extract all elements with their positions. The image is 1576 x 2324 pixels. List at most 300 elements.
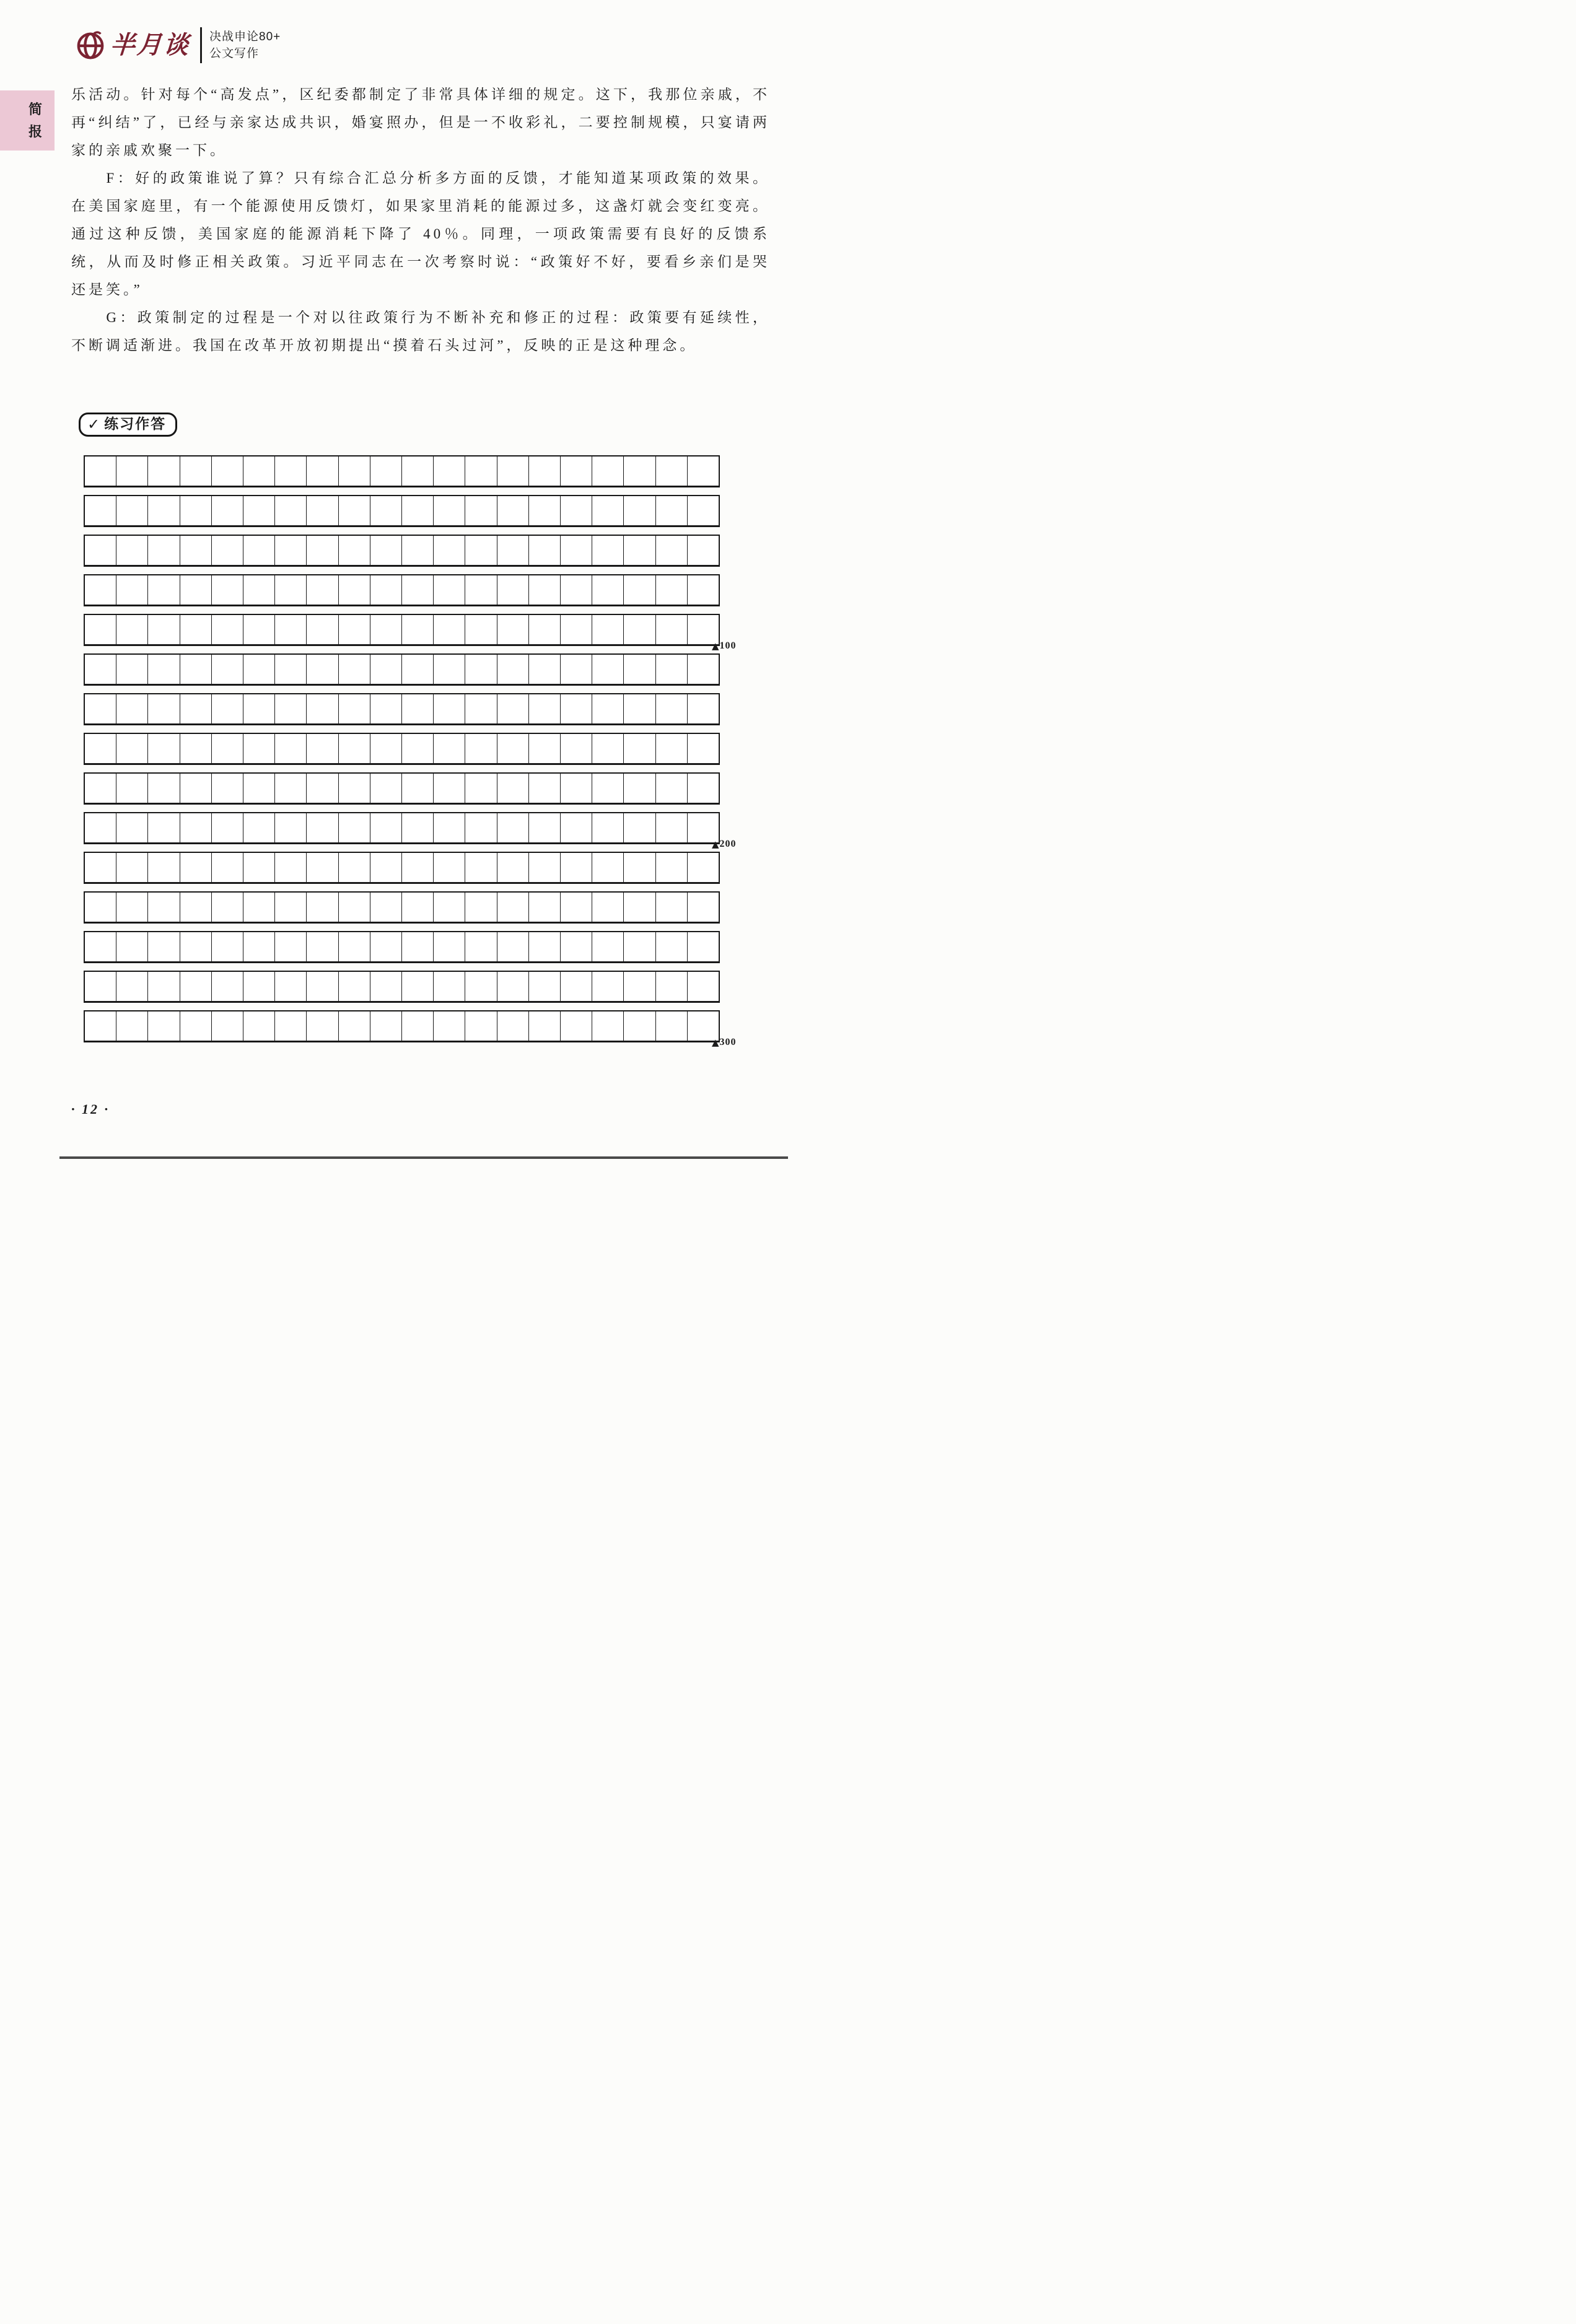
grid-cell — [116, 1011, 148, 1041]
grid-cell — [497, 734, 529, 763]
grid-cell — [465, 496, 497, 525]
grid-cell — [148, 1011, 180, 1041]
grid-cell — [592, 813, 624, 842]
grid-cell — [243, 774, 275, 803]
grid-cell — [624, 774, 655, 803]
grid-cell — [592, 536, 624, 565]
grid-cell — [592, 456, 624, 486]
grid-cell — [529, 694, 561, 723]
grid-cell — [592, 655, 624, 684]
grid-cell — [465, 734, 497, 763]
body-text — [71, 81, 770, 359]
grid-cell — [529, 1011, 561, 1041]
grid-cell — [465, 932, 497, 961]
grid-cell — [339, 496, 370, 525]
grid-cell — [85, 853, 116, 882]
grid-row — [84, 574, 720, 606]
grid-cell — [529, 813, 561, 842]
grid-cell — [339, 655, 370, 684]
body-paragraph: F：好的政策谁说了算？只有综合汇总分析多方面的反馈，才能知道某项政策的效果。在美国家庭里，有一个能源使用反馈灯，如果家里消耗的能源过多，这盏灯就会变红变亮。通过这种反馈，美国家庭的能源消耗下降了 40％。同理，一项政策需要有良好的反馈系统，从而及时修正相关政策。习近平同志在一次考察时说：“政策好不好，要看乡亲们是哭还是笑。” — [71, 170, 770, 297]
grid-cell — [243, 694, 275, 723]
grid-cell — [180, 575, 212, 605]
grid-cell — [85, 813, 116, 842]
grid-cell — [116, 536, 148, 565]
body-paragraph: 乐活动。针对每个“高发点”，区纪委都制定了非常具体详细的规定。这下，我那位亲戚，不再“纠结”了，已经与亲家达成共识，婚宴照办，但是一不收彩礼，二要控制规模，只宴请两家的亲戚欢聚一下。 — [71, 87, 770, 158]
grid-cell — [180, 615, 212, 644]
grid-cell — [180, 655, 212, 684]
grid-cell — [402, 734, 434, 763]
grid-cell — [275, 932, 307, 961]
grid-cell — [434, 774, 465, 803]
grid-cell — [402, 813, 434, 842]
grid-cell — [592, 932, 624, 961]
grid-cell — [116, 893, 148, 922]
grid-cell — [180, 853, 212, 882]
grid-cell — [370, 615, 402, 644]
grid-cell — [148, 972, 180, 1001]
grid-cell — [85, 496, 116, 525]
grid-cell — [561, 853, 592, 882]
grid-cell — [402, 932, 434, 961]
grid-cell — [148, 932, 180, 961]
grid-cell — [465, 536, 497, 565]
grid-cell — [370, 456, 402, 486]
practice-badge-label: 练习作答 — [104, 416, 167, 432]
grid-cell — [656, 1011, 688, 1041]
grid-cell — [592, 853, 624, 882]
grid-cell — [148, 734, 180, 763]
grid-cell — [529, 615, 561, 644]
grid-cell — [402, 536, 434, 565]
grid-cell — [212, 932, 243, 961]
grid-cell — [307, 774, 338, 803]
grid-cell — [402, 456, 434, 486]
grid-cell — [688, 734, 719, 763]
grid-row — [84, 812, 720, 844]
grid-cell — [656, 734, 688, 763]
grid-cell — [402, 853, 434, 882]
grid-cell — [434, 893, 465, 922]
grid-cell — [85, 972, 116, 1001]
grid-cell — [592, 774, 624, 803]
grid-cell — [243, 853, 275, 882]
grid-cell — [370, 932, 402, 961]
grid-cell — [434, 496, 465, 525]
grid-cell — [688, 536, 719, 565]
grid-cell — [85, 575, 116, 605]
grid-cell — [339, 734, 370, 763]
grid-cell — [85, 456, 116, 486]
grid-cell — [243, 813, 275, 842]
grid-cell — [465, 972, 497, 1001]
grid-cell — [465, 615, 497, 644]
grid-cell — [402, 575, 434, 605]
grid-cell — [688, 893, 719, 922]
grid-cell — [561, 813, 592, 842]
grid-cell — [243, 536, 275, 565]
grid-cell — [497, 536, 529, 565]
grid-cell — [307, 1011, 338, 1041]
grid-cell — [180, 734, 212, 763]
chapter-side-tab — [0, 90, 55, 151]
grid-cell — [592, 575, 624, 605]
grid-cell — [85, 893, 116, 922]
grid-cell — [212, 893, 243, 922]
grid-cell — [85, 655, 116, 684]
grid-cell — [434, 813, 465, 842]
grid-cell — [656, 655, 688, 684]
grid-cell — [434, 615, 465, 644]
grid-cell — [339, 813, 370, 842]
grid-cell — [307, 575, 338, 605]
grid-cell — [180, 893, 212, 922]
grid-cell — [307, 813, 338, 842]
grid-cell — [561, 575, 592, 605]
grid-cell — [624, 853, 655, 882]
grid-cell — [307, 694, 338, 723]
grid-cell — [307, 734, 338, 763]
grid-cell — [688, 853, 719, 882]
grid-cell — [275, 774, 307, 803]
grid-cell — [370, 813, 402, 842]
grid-row — [84, 535, 720, 567]
grid-cell — [624, 536, 655, 565]
page-header — [76, 27, 281, 63]
triangle-up-icon: ▲ — [712, 1036, 719, 1048]
grid-cell — [212, 536, 243, 565]
grid-cell — [434, 972, 465, 1001]
grid-cell — [529, 853, 561, 882]
grid-cell — [307, 536, 338, 565]
grid-cell — [180, 496, 212, 525]
grid-cell — [339, 1011, 370, 1041]
grid-cell — [561, 655, 592, 684]
grid-cell — [465, 456, 497, 486]
grid-cell — [370, 972, 402, 1001]
grid-cell — [402, 774, 434, 803]
grid-cell — [275, 1011, 307, 1041]
grid-cell — [243, 1011, 275, 1041]
grid-cell — [402, 615, 434, 644]
grid-cell — [148, 615, 180, 644]
grid-cell — [465, 1011, 497, 1041]
grid-cell — [624, 1011, 655, 1041]
grid-cell — [307, 496, 338, 525]
page-number: · 12 · — [71, 1101, 110, 1117]
globe-logo-icon — [76, 30, 105, 60]
grid-cell — [85, 1011, 116, 1041]
grid-cell — [656, 536, 688, 565]
grid-cell — [148, 813, 180, 842]
grid-cell — [529, 456, 561, 486]
grid-cell — [180, 456, 212, 486]
grid-cell — [148, 655, 180, 684]
grid-cell — [688, 575, 719, 605]
grid-cell — [116, 575, 148, 605]
grid-cell — [148, 496, 180, 525]
grid-row — [84, 495, 720, 527]
grid-cell — [529, 536, 561, 565]
grid-cell — [370, 694, 402, 723]
grid-cell — [275, 496, 307, 525]
grid-cell — [116, 694, 148, 723]
grid-cell — [529, 575, 561, 605]
grid-cell — [529, 655, 561, 684]
grid-cell — [148, 694, 180, 723]
grid-cell — [307, 655, 338, 684]
grid-row — [84, 891, 720, 924]
grid-cell — [434, 575, 465, 605]
grid-cell — [497, 496, 529, 525]
grid-cell — [339, 853, 370, 882]
grid-cell — [465, 893, 497, 922]
grid-cell — [275, 853, 307, 882]
grid-cell — [529, 496, 561, 525]
grid-cell — [116, 813, 148, 842]
grid-cell — [688, 932, 719, 961]
grid-row — [84, 653, 720, 686]
grid-cell — [148, 893, 180, 922]
grid-cell — [180, 536, 212, 565]
grid-cell — [529, 932, 561, 961]
grid-cell — [497, 813, 529, 842]
grid-cell — [497, 456, 529, 486]
grid-cell — [561, 694, 592, 723]
grid-cell — [212, 853, 243, 882]
grid-cell — [212, 655, 243, 684]
grid-cell — [275, 734, 307, 763]
char-count-marker — [712, 640, 737, 652]
grid-cell — [275, 694, 307, 723]
grid-cell — [592, 972, 624, 1001]
grid-cell — [465, 853, 497, 882]
grid-cell — [180, 972, 212, 1001]
grid-cell — [85, 536, 116, 565]
grid-cell — [212, 694, 243, 723]
grid-cell — [370, 655, 402, 684]
grid-row — [84, 772, 720, 805]
answer-grid — [84, 455, 737, 1050]
grid-cell — [307, 456, 338, 486]
grid-cell — [497, 853, 529, 882]
grid-cell — [370, 536, 402, 565]
grid-cell — [497, 615, 529, 644]
grid-cell — [624, 972, 655, 1001]
grid-cell — [561, 456, 592, 486]
grid-cell — [85, 734, 116, 763]
grid-cell — [116, 734, 148, 763]
grid-cell — [529, 972, 561, 1001]
grid-cell — [497, 774, 529, 803]
practice-answer-badge — [79, 413, 177, 437]
grid-cell — [243, 972, 275, 1001]
brand-name: 半月谈 — [109, 32, 191, 59]
grid-row — [84, 733, 720, 765]
grid-cell — [307, 615, 338, 644]
grid-cell — [465, 813, 497, 842]
grid-cell — [116, 774, 148, 803]
grid-cell — [243, 655, 275, 684]
grid-cell — [561, 972, 592, 1001]
grid-cell — [148, 456, 180, 486]
grid-cell — [402, 972, 434, 1001]
grid-cell — [561, 1011, 592, 1041]
marker-count-label: 200 — [719, 839, 737, 849]
grid-row — [84, 852, 720, 884]
grid-cell — [275, 813, 307, 842]
grid-cell — [370, 496, 402, 525]
grid-cell — [180, 932, 212, 961]
grid-cell — [148, 774, 180, 803]
grid-cell — [275, 575, 307, 605]
grid-row — [84, 931, 720, 963]
grid-cell — [339, 774, 370, 803]
grid-cell — [339, 456, 370, 486]
grid-cell — [434, 694, 465, 723]
grid-cell — [592, 1011, 624, 1041]
grid-cell — [116, 456, 148, 486]
grid-cell — [212, 615, 243, 644]
grid-cell — [561, 734, 592, 763]
grid-cell — [656, 813, 688, 842]
grid-cell — [624, 456, 655, 486]
grid-cell — [592, 734, 624, 763]
grid-cell — [561, 615, 592, 644]
grid-cell — [465, 655, 497, 684]
grid-cell — [656, 496, 688, 525]
grid-cell — [243, 456, 275, 486]
grid-cell — [212, 972, 243, 1001]
grid-cell — [688, 655, 719, 684]
grid-cell — [339, 893, 370, 922]
grid-cell — [370, 575, 402, 605]
grid-cell — [180, 774, 212, 803]
grid-cell — [656, 575, 688, 605]
grid-cell — [497, 655, 529, 684]
grid-cell — [243, 496, 275, 525]
grid-cell — [85, 694, 116, 723]
grid-cell — [212, 734, 243, 763]
grid-row — [84, 1010, 720, 1042]
grid-cell — [434, 853, 465, 882]
grid-cell — [656, 694, 688, 723]
header-divider — [200, 27, 202, 63]
grid-cell — [339, 536, 370, 565]
grid-cell — [180, 813, 212, 842]
page-bottom-edge — [59, 1156, 788, 1159]
grid-cell — [497, 1011, 529, 1041]
grid-cell — [529, 734, 561, 763]
marker-count-label: 300 — [719, 1037, 737, 1047]
grid-cell — [656, 853, 688, 882]
grid-cell — [624, 496, 655, 525]
grid-cell — [465, 694, 497, 723]
grid-cell — [243, 615, 275, 644]
grid-cell — [339, 615, 370, 644]
grid-cell — [243, 575, 275, 605]
grid-cell — [592, 496, 624, 525]
header-subtitle — [209, 28, 281, 62]
grid-cell — [116, 853, 148, 882]
grid-cell — [592, 893, 624, 922]
grid-cell — [370, 774, 402, 803]
grid-cell — [561, 496, 592, 525]
grid-cell — [465, 575, 497, 605]
grid-cell — [624, 694, 655, 723]
grid-cell — [307, 853, 338, 882]
grid-cell — [497, 893, 529, 922]
body-paragraph: G：政策制定的过程是一个对以往政策行为不断补充和修正的过程：政策要有延续性，不断调适渐进。我国在改革开放初期提出“摸着石头过河”，反映的正是这种理念。 — [71, 310, 770, 353]
grid-cell — [116, 615, 148, 644]
grid-cell — [370, 853, 402, 882]
side-tab-label: 简报 — [28, 101, 42, 139]
grid-cell — [307, 932, 338, 961]
subtitle-line-1: 决战申论80+ — [209, 30, 281, 43]
grid-cell — [307, 972, 338, 1001]
grid-cell — [561, 893, 592, 922]
grid-cell — [656, 456, 688, 486]
grid-cell — [370, 734, 402, 763]
grid-row — [84, 455, 720, 487]
char-count-marker — [712, 838, 737, 850]
grid-cell — [434, 1011, 465, 1041]
grid-cell — [212, 1011, 243, 1041]
grid-row — [84, 693, 720, 725]
grid-cell — [561, 932, 592, 961]
grid-cell — [434, 932, 465, 961]
grid-row — [84, 971, 720, 1003]
grid-cell — [180, 1011, 212, 1041]
grid-cell — [212, 496, 243, 525]
grid-cell — [275, 456, 307, 486]
grid-cell — [497, 694, 529, 723]
grid-cell — [656, 774, 688, 803]
grid-cell — [148, 575, 180, 605]
grid-cell — [307, 893, 338, 922]
grid-cell — [624, 734, 655, 763]
grid-cell — [275, 893, 307, 922]
grid-row — [84, 614, 720, 646]
grid-cell — [148, 536, 180, 565]
grid-cell — [688, 496, 719, 525]
grid-cell — [624, 813, 655, 842]
grid-cell — [116, 655, 148, 684]
grid-cell — [370, 893, 402, 922]
char-count-marker — [712, 1036, 737, 1049]
grid-cell — [434, 655, 465, 684]
grid-cell — [434, 734, 465, 763]
grid-cell — [212, 813, 243, 842]
grid-cell — [402, 655, 434, 684]
triangle-up-icon: ▲ — [712, 838, 719, 850]
grid-cell — [656, 972, 688, 1001]
grid-cell — [592, 615, 624, 644]
grid-cell — [624, 575, 655, 605]
grid-cell — [688, 774, 719, 803]
grid-cell — [529, 893, 561, 922]
grid-cell — [624, 893, 655, 922]
grid-cell — [339, 972, 370, 1001]
grid-cell — [243, 734, 275, 763]
grid-cell — [529, 774, 561, 803]
grid-cell — [275, 655, 307, 684]
grid-cell — [434, 536, 465, 565]
grid-cell — [688, 694, 719, 723]
grid-cell — [370, 1011, 402, 1041]
grid-cell — [116, 932, 148, 961]
marker-count-label: 100 — [719, 640, 737, 651]
grid-cell — [275, 972, 307, 1001]
